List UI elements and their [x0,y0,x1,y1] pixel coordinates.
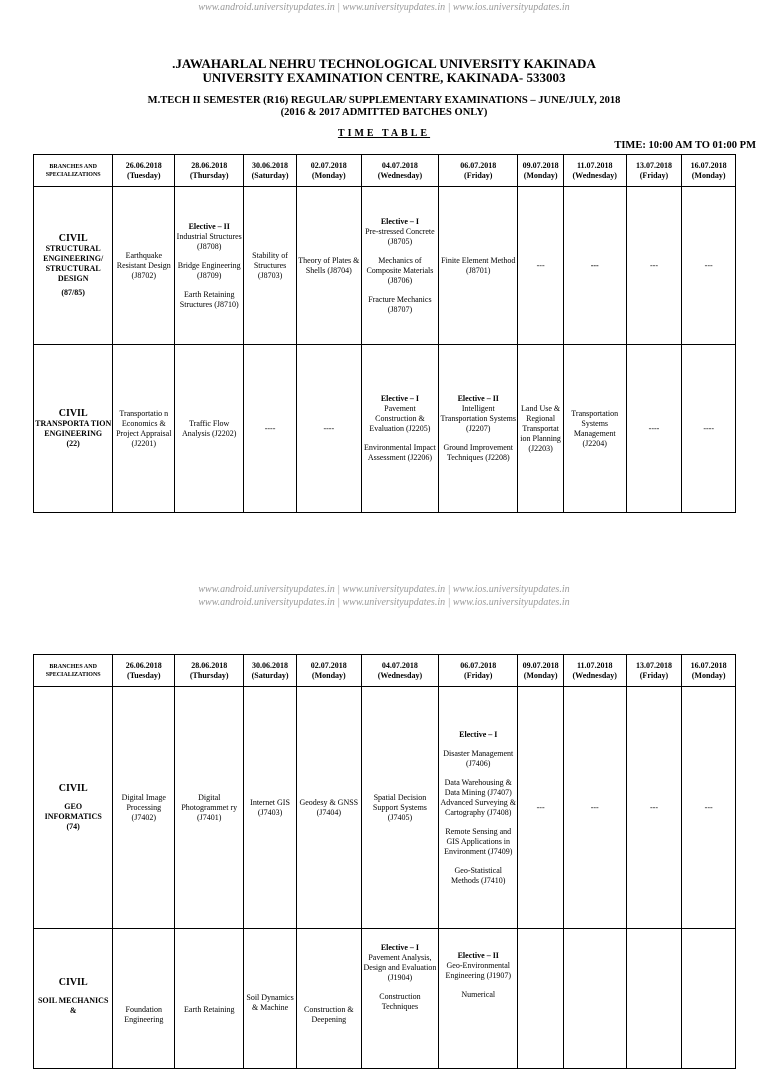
timetable-table-1 [33,154,736,513]
date-header: 26.06.2018 (Tuesday) [113,155,175,187]
subject-cell: Elective – II Geo-Environmental Engineering (J1907) Numerical [439,929,518,1069]
subject-cell: Digital Photogrammet ry (J7401) [175,687,244,929]
subject-cell: --- [563,187,626,345]
subject-cell: Transportatio n Economics & Project Appraisal (J2201) [113,345,175,513]
table-row [34,929,736,1069]
subject-cell: Construction & Deepening [296,929,361,1069]
date-header: 02.07.2018 (Monday) [296,155,361,187]
subject-cell: Elective – II Industrial Structures (J8708) Bridge Engineering (J8709) Earth Retaining Structures (J8710) [175,187,244,345]
subject-cell: --- [626,187,682,345]
subject-cell: Finite Element Method (J8701) [439,187,518,345]
watermark-top: www.android.universityupdates.in | www.universityupdates.in | www.ios.universityupdates.in [198,2,570,13]
subject-cell: Earth Retaining [175,929,244,1069]
date-header: 28.06.2018 (Thursday) [175,655,244,687]
subject-cell: Elective – II Intelligent Transportation Systems (J2207) Ground Improvement Techniques (J2208) [439,345,518,513]
subject-cell: Land Use & Regional Transportat ion Planning (J2203) [518,345,563,513]
date-header: 28.06.2018 (Thursday) [175,155,244,187]
branch-cell: CIVIL STRUCTURAL ENGINEERING/ STRUCTURAL DESIGN (87/85) [34,187,113,345]
date-header: 26.06.2018 (Tuesday) [113,655,175,687]
subject-cell: Transportation Systems Management (J2204) [563,345,626,513]
exam-time: TIME: 10:00 AM TO 01:00 PM [614,140,756,151]
subject-cell: Soil Dynamics & Machine [244,929,297,1069]
date-header: 06.07.2018 (Friday) [439,655,518,687]
exam-title [0,95,768,119]
branch-cell: CIVIL TRANSPORTA TION ENGINEERING (22) [34,345,113,513]
subject-cell: Foundation Engineering [113,929,175,1069]
table-row [34,187,736,345]
watermark-middle-1: www.android.universityupdates.in | www.universityupdates.in | www.ios.universityupdates.in [198,584,570,595]
subject-cell: Geodesy & GNSS (J7404) [296,687,361,929]
date-header: 11.07.2018 (Wednesday) [563,655,626,687]
subject-cell: Stability of Structures (J8703) [244,187,297,345]
date-header: 13.07.2018 (Friday) [626,655,682,687]
branch-cell: CIVIL GEO INFORMATICS (74) [34,687,113,929]
date-header: 11.07.2018 (Wednesday) [563,155,626,187]
subject-cell: Spatial Decision Support Systems (J7405) [361,687,438,929]
header-row [34,655,736,687]
subject-cell: Elective – I Pavement Analysis, Design and Evaluation (J1904) Construction Techniques [361,929,438,1069]
university-title [0,57,768,85]
subject-cell: ---- [244,345,297,513]
university-name: .JAWAHARLAL NEHRU TECHNOLOGICAL UNIVERSITY KAKINADA [172,56,596,71]
subject-cell: Earthquake Resistant Design (J8702) [113,187,175,345]
timetable-table-2 [33,654,736,1069]
branch-header: BRANCHES AND SPECIALIZATIONS [34,655,113,687]
subject-cell: Elective – I Pavement Construction & Evaluation (J2205) Environmental Impact Assessment (J2206) [361,345,438,513]
branch-header: BRANCHES AND SPECIALIZATIONS [34,155,113,187]
date-header: 09.07.2018 (Monday) [518,655,563,687]
date-header: 06.07.2018 (Friday) [439,155,518,187]
subject-cell: --- [563,687,626,929]
batches-note: (2016 & 2017 ADMITTED BATCHES ONLY) [280,107,488,118]
exam-name: M.TECH II SEMESTER (R16) REGULAR/ SUPPLEMENTARY EXAMINATIONS – JUNE/JULY, 2018 [147,95,621,106]
subject-cell [518,929,563,1069]
date-header: 04.07.2018 (Wednesday) [361,655,438,687]
subject-cell: --- [682,187,736,345]
subject-cell: Elective – I Pre-stressed Concrete (J8705) Mechanics of Composite Materials (J8706) Fracture Mechanics (J8707) [361,187,438,345]
timetable-heading [0,128,768,139]
date-header: 13.07.2018 (Friday) [626,155,682,187]
subject-cell [563,929,626,1069]
table-row [34,345,736,513]
date-header: 09.07.2018 (Monday) [518,155,563,187]
subject-cell [626,929,682,1069]
subject-cell: Traffic Flow Analysis (J2202) [175,345,244,513]
exam-centre: UNIVERSITY EXAMINATION CENTRE, KAKINADA- 533003 [202,70,566,85]
date-header: 02.07.2018 (Monday) [296,655,361,687]
branch-cell: CIVIL SOIL MECHANICS & [34,929,113,1069]
date-header: 16.07.2018 (Monday) [682,655,736,687]
subject-cell: --- [626,687,682,929]
subject-cell: --- [518,687,563,929]
subject-cell: --- [682,687,736,929]
timetable-label: TIME TABLE [337,128,431,139]
subject-cell: ---- [626,345,682,513]
date-header: 04.07.2018 (Wednesday) [361,155,438,187]
date-header: 30.06.2018 (Saturday) [244,155,297,187]
subject-cell: --- [518,187,563,345]
subject-cell: Internet GIS (J7403) [244,687,297,929]
subject-cell: Digital Image Processing (J7402) [113,687,175,929]
watermark-middle-2: www.android.universityupdates.in | www.universityupdates.in | www.ios.universityupdates.in [198,597,570,608]
subject-cell [682,929,736,1069]
date-header: 30.06.2018 (Saturday) [244,655,297,687]
subject-cell: ---- [682,345,736,513]
subject-cell: Theory of Plates & Shells (J8704) [296,187,361,345]
header-row [34,155,736,187]
table-row [34,687,736,929]
subject-cell: ---- [296,345,361,513]
date-header: 16.07.2018 (Monday) [682,155,736,187]
subject-cell: Elective – I Disaster Management (J7406) Data Warehousing & Data Mining (J7407) Advanced Surveying & Cartography (J7408) Remote Sensing and GIS Applications in Environment (J7409) Geo-Statistical Methods (J7410) [439,687,518,929]
